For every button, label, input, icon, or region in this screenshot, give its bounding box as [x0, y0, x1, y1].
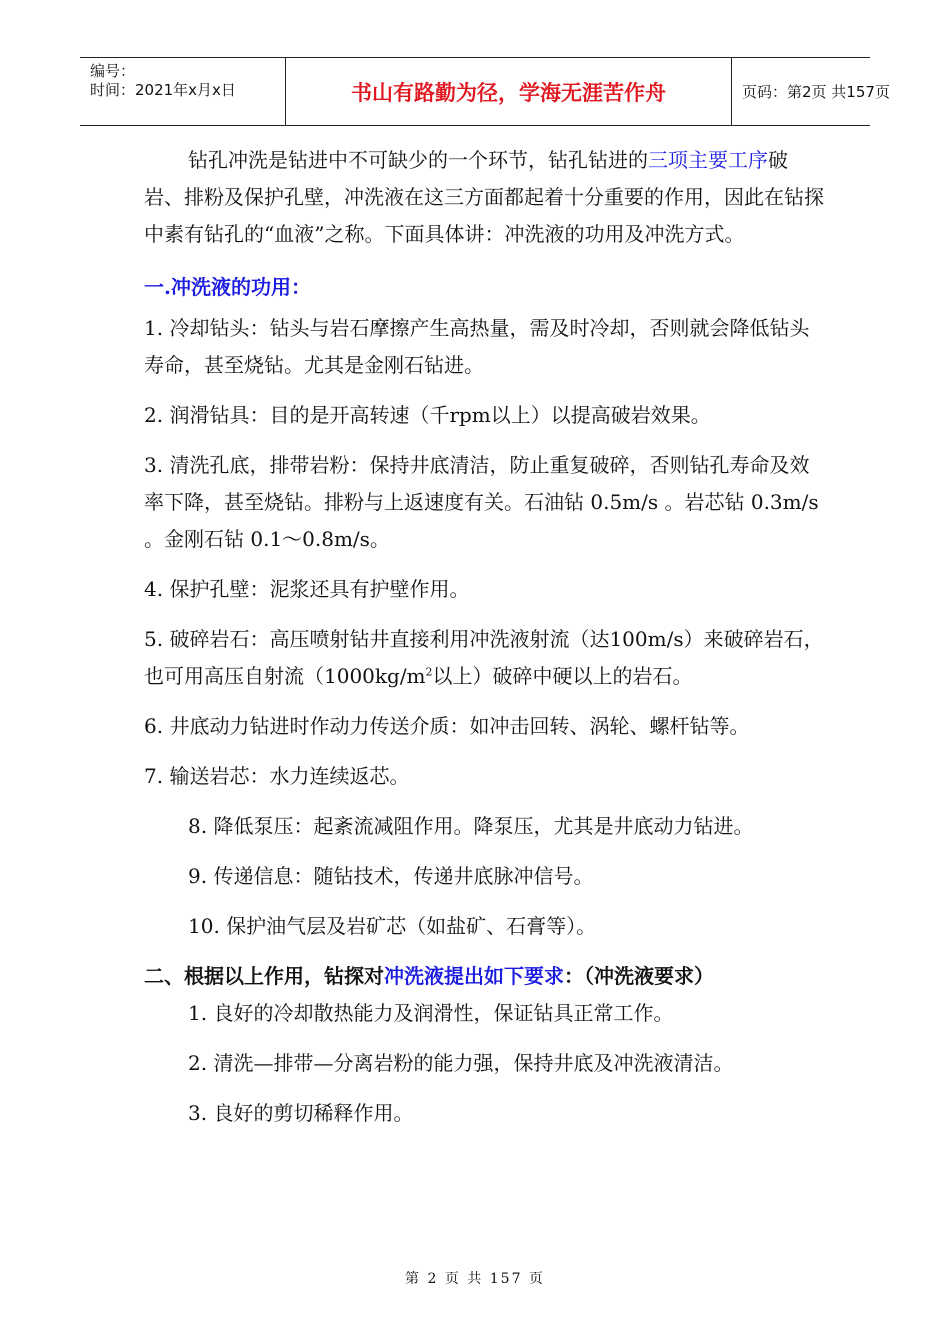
intro-text-continued: 破岩、排粉及保护孔壁，冲洗液在这三方面都起着十分重要的作用，因此在钻探中素有钻孔的“血液”之称。下面具体讲：冲洗液的功用及冲洗方式。	[144, 148, 824, 246]
section2-item-3: 3. 良好的剪切稀释作用。	[188, 1101, 414, 1125]
section1-item-10: 10. 保护油气层及岩矿芯（如盐矿、石膏等）。	[188, 914, 597, 938]
intro-paragraph	[144, 142, 824, 253]
section1-item-8: 8. 降低泵压：起紊流减阻作用。降泵压，尤其是井底动力钻进。	[188, 814, 754, 838]
section2-title	[144, 958, 824, 995]
section2-item-2: 2. 清洗—排带—分离岩粉的能力强，保持井底及冲洗液清洁。	[188, 1051, 734, 1075]
section1-item-4: 4. 保护孔壁：泥浆还具有护壁作用。	[144, 577, 470, 601]
header-page-info: 页码：第2页 共157页	[742, 83, 890, 101]
section1-item-9: 9. 传递信息：随钻技术，传递井底脉冲信号。	[188, 864, 594, 888]
section1-title: 一.冲洗液的功用：	[144, 275, 311, 299]
header-motto: 书山有路勤为径，学海无涯苦作舟	[285, 58, 732, 125]
section1-item-1: 1. 冷却钻头：钻头与岩石摩擦产生高热量，需及时冷却，否则就会降低钻头寿命，甚至烧钻。尤其是金刚石钻进。	[144, 316, 810, 377]
section1-item-7: 7. 输送岩芯：水力连续返芯。	[144, 764, 410, 788]
document-number-label: 编号：	[90, 62, 136, 80]
page-footer: 第 2 页 共 157 页	[405, 1271, 545, 1287]
item5-superscript: 2	[425, 665, 433, 679]
document-header	[80, 57, 890, 126]
section2-title-text: 二、根据以上作用，钻探对	[144, 964, 384, 988]
section2-title-highlight: 冲洗液提出如下要求	[384, 964, 564, 988]
section2-item-1: 1. 良好的冷却散热能力及润滑性，保证钻具正常工作。	[188, 1001, 674, 1025]
document-time-label: 时间：2021年x月x日	[90, 81, 236, 99]
section1-item-3: 3. 清洗孔底，排带岩粉：保持井底清洁，防止重复破碎，否则钻孔寿命及效率下降，甚至烧钻。排粉与上返速度有关。石油钻 0.5m/s 。岩芯钻 0.3m/s 。金刚石钻 0.1～0.8m/s。	[144, 453, 819, 551]
document-body	[144, 142, 824, 1132]
section2-title-suffix: ：（冲洗液要求）	[564, 964, 714, 988]
section1-item-5	[144, 621, 824, 695]
item5-text: 5. 破碎岩石：高压喷射钻井直接利用冲洗液射流（达100m/s）来破碎岩石，也可用高压自射流（1000kg/m	[144, 627, 824, 688]
intro-highlight: 三项主要工序	[648, 148, 768, 172]
intro-text: 钻孔冲洗是钻进中不可缺少的一个环节，钻孔钻进的	[188, 148, 648, 172]
section1-item-2: 2. 润滑钻具：目的是开高转速（千rpm以上）以提高破岩效果。	[144, 403, 711, 427]
item5-text-continued: 以上）破碎中硬以上的岩石。	[432, 664, 693, 688]
section1-item-6: 6. 井底动力钻进时作动力传送介质：如冲击回转、涡轮、螺杆钻等。	[144, 714, 750, 738]
header-meta	[80, 58, 285, 125]
